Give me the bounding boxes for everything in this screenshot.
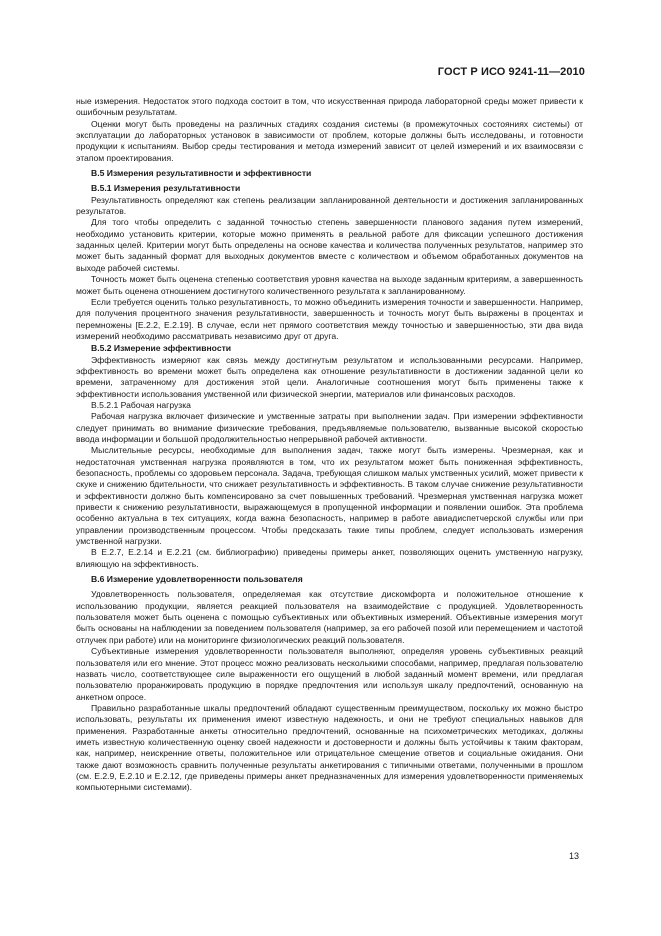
paragraph: Субъективные измерения удовлетворенности пользователя выполняют, определяя уровень субъективных реакций пользователя или его мнение. Этот процесс можно реализовать несколькими способами, например, предлагая пользователю назвать число, соответствующее силе выраженности его ощущений в любой заданный момент времени, или предлагая пользователю проранжировать продукцию в порядке предпочтения или используя шкалу предпочтений, основанную на анкетном опросе. xyxy=(76,646,583,702)
section-heading: B.5.1 Измерения результативности xyxy=(91,183,241,194)
paragraph: Оценки могут быть проведены на различных стадиях создания системы (в промежуточных состояниях системы) от эксплуатации до лабораторных установок в зависимости от проблем, которые должны быть исследованы, и готовности продукции к испытаниям. Выбор среды тестирования и метода измерений зависит от целей измерений и их взаимосвязи с этапом проектирования. xyxy=(76,118,583,163)
paragraph: Мыслительные ресурсы, необходимые для выполнения задач, также могут быть измерены. Чрезмерная, как и недостаточная умственная нагрузка проявляются в том, что их результатом может быть пониженная эффективность, безопасность, проблемы со здоровьем персонала. Задача, требующая слишком малых умственных усилий, может привести к скуке и снижению бдительности, что снижает результативность и эффективность. В таком случае снижение результативности и эффективности должно быть компенсировано за счет повышенных требований. Чрезмерная умственная нагрузка может привести к снижению результативности, выражающемуся в пропущенной информации и появлении ошибок. Эта проблема особенно актуальна в тех ситуациях, когда важна безопасность, например в работе авиадиспетчерской службы или при управлении производственным процессом. Чтобы предсказать такие типы проблем, следует использовать измерения умственной нагрузки. xyxy=(76,445,583,547)
page-number: 13 xyxy=(568,851,579,861)
document-body xyxy=(76,96,583,794)
paragraph: Если требуется оценить только результативность, то можно объединить измерения точности и завершенности. Например, для получения процентного значения результативности, завершенность и точность могут быть выражены в процентах и перемножены [Е.2.2, Е.2.19]. В случае, если нет прямого соответствия между точностью и завершенностью, эти два вида измерений необходимо рассматривать независимо друг от друга. xyxy=(76,296,583,341)
paragraph: Эффективность измеряют как связь между достигнутым результатом и использованными ресурсами. Например, эффективность во времени может быть определена как отношение результативности в достижении заданной цели ко времени, затраченному для достижения этой цели. Аналогичные соотношения могут быть применены также к эффективности использования умственной или физической энергии, материалов или финансовых расходов. xyxy=(76,354,583,399)
section-heading: B.5.2 Измерение эффективности xyxy=(91,343,232,354)
document-header: ГОСТ Р ИСО 9241-11—2010 xyxy=(437,66,585,78)
paragraph: Результативность определяют как степень реализации запланированной деятельности и достижения запланированных результатов. xyxy=(76,194,583,217)
section-heading: B.6 Измерение удовлетворенности пользователя xyxy=(91,574,303,585)
section-heading: B.5 Измерения результативности и эффективности xyxy=(91,168,312,179)
paragraph: Для того чтобы определить с заданной точностью степень завершенности планового задания путем измерений, необходимо установить критерии, которые можно применять в реальной работе для фиксации успешного достижения заданных целей. Критерии могут быть определены на основе качества и количества полученных результатов, например это может быть заданный формат для выходных документов вместе с количеством и объемом обработанных документов на выходе рабочей системы. xyxy=(76,217,583,273)
paragraph: Рабочая нагрузка включает физические и умственные затраты при выполнении задач. При измерении эффективности следует принимать во внимание физические требования, предъявляемые пользователю, вызванные высокой скоростью ввода информации и большой продолжительностью непрерывной рабочей активности. xyxy=(76,411,583,444)
section-heading: B.5.2.1 Рабочая нагрузка xyxy=(91,399,191,410)
paragraph: В Е.2.7, Е.2.14 и Е.2.21 (см. библиографию) приведены примеры анкет, позволяющих оценить умственную нагрузку, влияющую на эффективность. xyxy=(76,547,583,569)
paragraph: Правильно разработанные шкалы предпочтений обладают существенным преимуществом, поскольку их можно быстро использовать, результаты их применения имеют известную надежность, и они не требуют специальных навыков для применения. Разработанные анкеты относительно предпочтений, основанные на психометрических методиках, должны иметь известную количественную оценку своей надежности и достоверности и должны быть устойчивы к таким факторам, как, например, неискренние ответы, положительное или отрицательное смещение ответов и социальные ожидания. Они также дают возможность сравнить полученные результаты анкетирования с типичными ответами, полученными в прошлом (см. Е.2.9, Е.2.10 и Е.2.12, где приведены примеры анкет предназначенных для измерения удовлетворенности применяемых компьютерными системами). xyxy=(76,702,583,793)
paragraph: Точность может быть оценена степенью соответствия уровня качества на выходе заданным критериям, а завершенность может быть оценена отношением достигнутого количественного результата к запланированному. xyxy=(76,274,583,296)
paragraph: ные измерения. Недостаток этого подхода состоит в том, что искусственная природа лабораторной среды может привести к ошибочным результатам. xyxy=(76,96,583,118)
paragraph: Удовлетворенность пользователя, определяемая как отсутствие дискомфорта и положительное отношение к использованию продукции, является реакцией пользователя на взаимодействие с продукцией. Удовлетворенность пользователя может быть оценена с помощью субъективных или объективных измерений. Объективные измерения могут быть основаны на наблюдении за поведением пользователя (например, за его рабочей позой или перемещением и частотой отлучек при работе) или на мониторинге физиологических реакций пользователя. xyxy=(76,589,583,645)
